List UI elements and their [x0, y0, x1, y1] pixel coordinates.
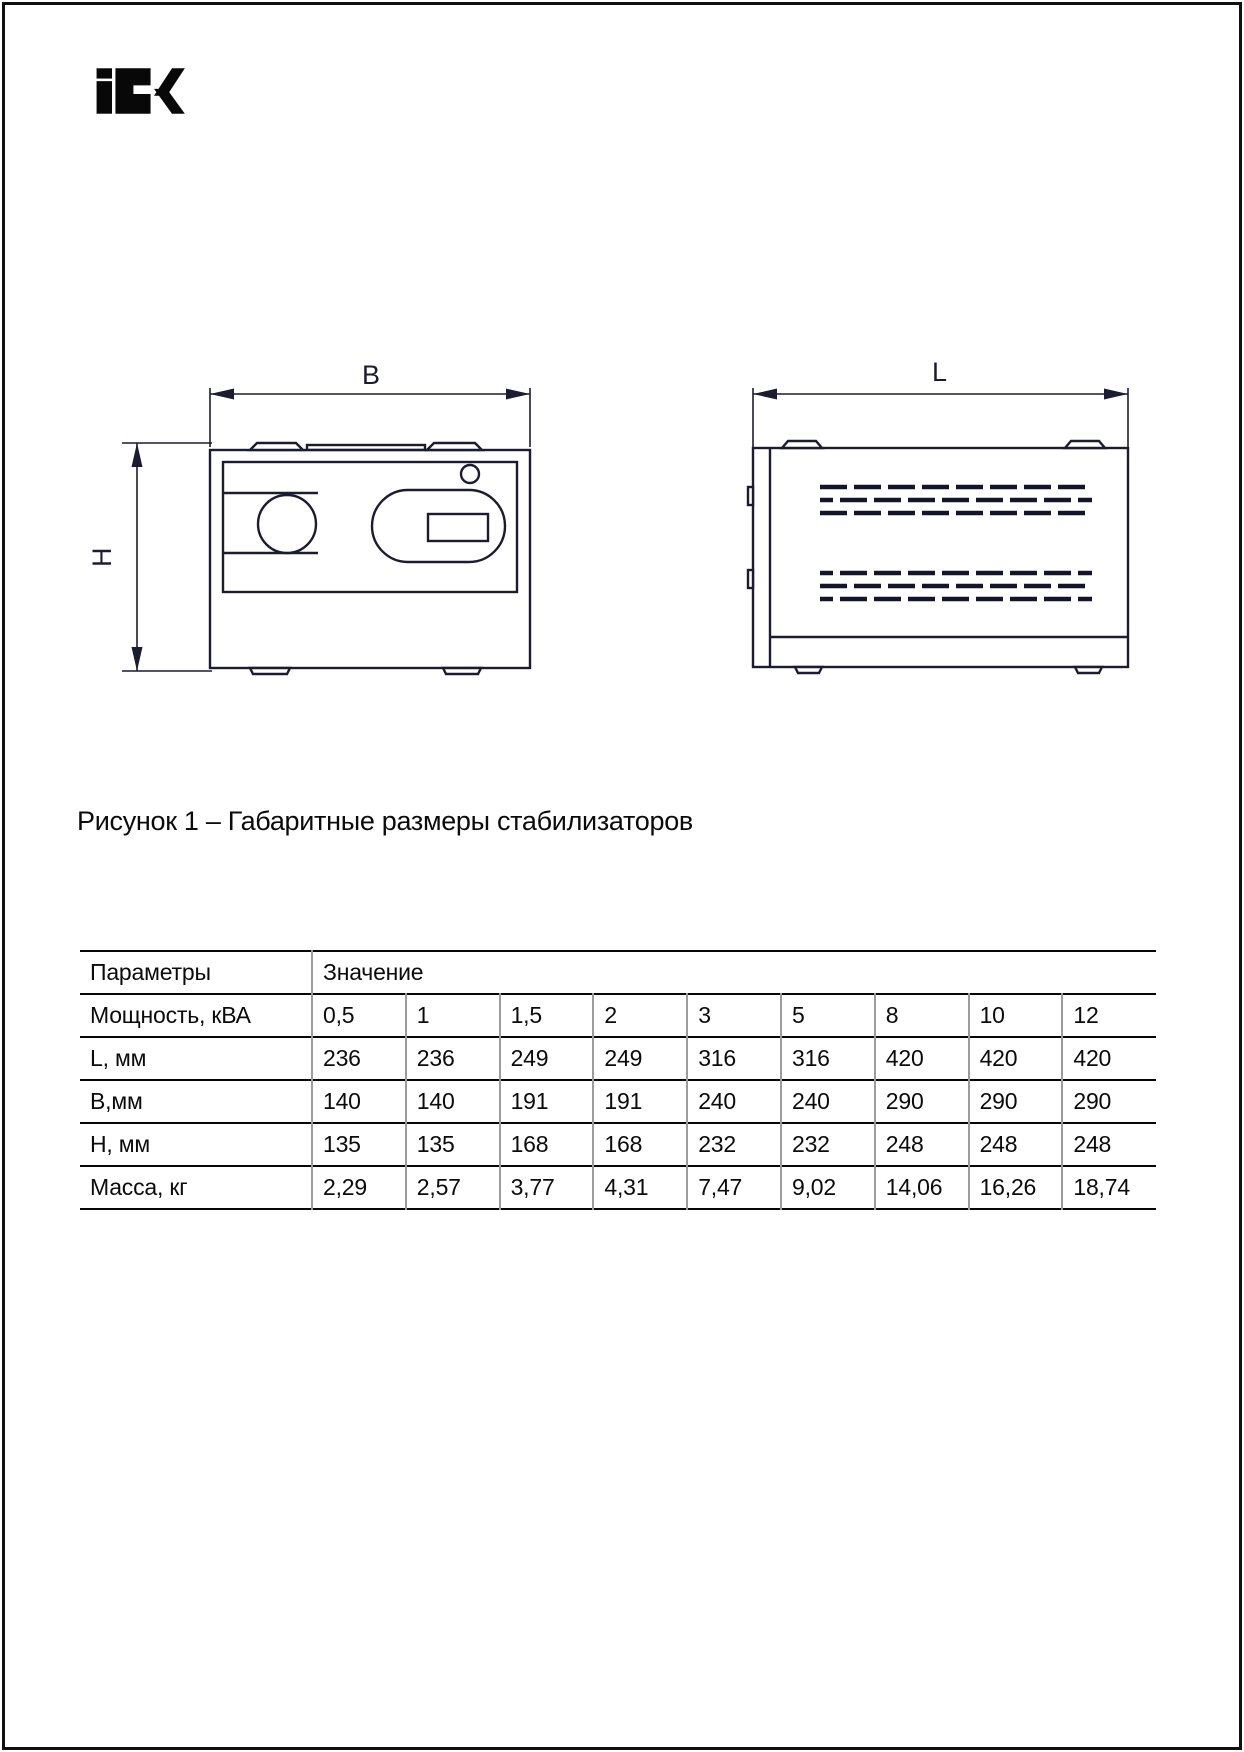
param-column-header: Параметры — [90, 959, 211, 985]
logo-k-lower — [154, 89, 185, 114]
param-value: 9,02 — [781, 1166, 875, 1209]
param-value: 240 — [781, 1080, 875, 1123]
param-value: 290 — [969, 1080, 1063, 1123]
front-foot-left — [250, 668, 290, 674]
param-value: 2 — [593, 994, 687, 1037]
param-value: 3,77 — [500, 1166, 594, 1209]
front-top-ridge — [307, 445, 425, 450]
side-top-tab-right — [1065, 441, 1105, 448]
param-value: 290 — [875, 1080, 969, 1123]
iek-logo — [82, 58, 190, 118]
panel-socket-rect — [428, 514, 488, 541]
logo-i-dot — [97, 68, 112, 78]
param-value: 140 — [312, 1080, 406, 1123]
front-foot-right — [443, 668, 481, 674]
table-header-row — [80, 951, 1156, 994]
side-bezel-bump-bottom — [748, 570, 753, 588]
param-value: 191 — [500, 1080, 594, 1123]
front-top-tab-right — [427, 443, 482, 450]
side-foot-left — [795, 667, 822, 673]
table-row — [80, 994, 1156, 1037]
param-value: 12 — [1062, 994, 1156, 1037]
table-row — [80, 1123, 1156, 1166]
param-value: 240 — [687, 1080, 781, 1123]
side-foot-right — [1075, 667, 1102, 673]
param-value: 135 — [312, 1123, 406, 1166]
side-bezel-bump-top — [748, 487, 753, 505]
figure-caption: Рисунок 1 – Габаритные размеры стабилизаторов — [77, 806, 693, 836]
param-value: 316 — [687, 1037, 781, 1080]
param-value: 191 — [593, 1080, 687, 1123]
param-label: В,мм — [90, 1088, 143, 1114]
param-value: 420 — [969, 1037, 1063, 1080]
table-row — [80, 1080, 1156, 1123]
param-value: 0,5 — [312, 994, 406, 1037]
param-value: 14,06 — [875, 1166, 969, 1209]
param-value: 249 — [500, 1037, 594, 1080]
param-value: 316 — [781, 1037, 875, 1080]
param-value: 249 — [593, 1037, 687, 1080]
param-value: 232 — [781, 1123, 875, 1166]
param-value: 420 — [875, 1037, 969, 1080]
param-value: 420 — [1062, 1037, 1156, 1080]
front-view-drawing — [87, 360, 530, 674]
param-value: 16,26 — [969, 1166, 1063, 1209]
panel-indicator-circle — [461, 465, 479, 483]
param-value: 18,74 — [1062, 1166, 1156, 1209]
side-case-outline — [753, 448, 1128, 667]
table-row — [80, 1166, 1156, 1209]
param-value: 1,5 — [500, 994, 594, 1037]
spec-table — [80, 950, 1156, 1210]
param-value: 4,31 — [593, 1166, 687, 1209]
param-value: 248 — [875, 1123, 969, 1166]
param-value: 290 — [1062, 1080, 1156, 1123]
h-dimension — [87, 443, 212, 671]
param-value: 7,47 — [687, 1166, 781, 1209]
param-value: 2,29 — [312, 1166, 406, 1209]
param-value: 3 — [687, 994, 781, 1037]
param-label: Мощность, кВА — [90, 1002, 251, 1028]
l-dimension — [753, 357, 1128, 447]
param-value: 168 — [500, 1123, 594, 1166]
side-view-drawing — [748, 357, 1128, 673]
param-value: 248 — [1062, 1123, 1156, 1166]
spec-table-body — [80, 951, 1156, 1209]
param-value: 2,57 — [406, 1166, 500, 1209]
param-value: 8 — [875, 994, 969, 1037]
side-top-tab-left — [782, 441, 822, 448]
logo-e-glyph — [115, 68, 150, 113]
param-label: L, мм — [90, 1045, 147, 1071]
param-value: 10 — [969, 994, 1063, 1037]
h-dimension-label: H — [87, 547, 117, 567]
l-dimension-label: L — [932, 357, 948, 387]
param-label: Масса, кг — [90, 1174, 188, 1200]
vent-slots-upper — [820, 487, 1092, 513]
vent-slots-lower — [820, 573, 1092, 599]
param-value: 1 — [406, 994, 500, 1037]
b-dimension-label: B — [362, 360, 381, 390]
page-border-frame — [2, 2, 1242, 1750]
value-column-header: Значение — [312, 951, 1156, 994]
b-dimension — [210, 360, 530, 447]
param-value: 135 — [406, 1123, 500, 1166]
table-row — [80, 1037, 1156, 1080]
dimension-drawings — [80, 355, 1160, 690]
logo-i-body — [97, 81, 112, 114]
param-label: Н, мм — [90, 1131, 151, 1157]
param-value: 5 — [781, 994, 875, 1037]
panel-knob-circle — [258, 495, 316, 553]
param-value: 232 — [687, 1123, 781, 1166]
param-value: 140 — [406, 1080, 500, 1123]
param-value: 236 — [312, 1037, 406, 1080]
front-top-tab-left — [250, 443, 303, 450]
param-value: 236 — [406, 1037, 500, 1080]
param-value: 248 — [969, 1123, 1063, 1166]
param-value: 168 — [593, 1123, 687, 1166]
